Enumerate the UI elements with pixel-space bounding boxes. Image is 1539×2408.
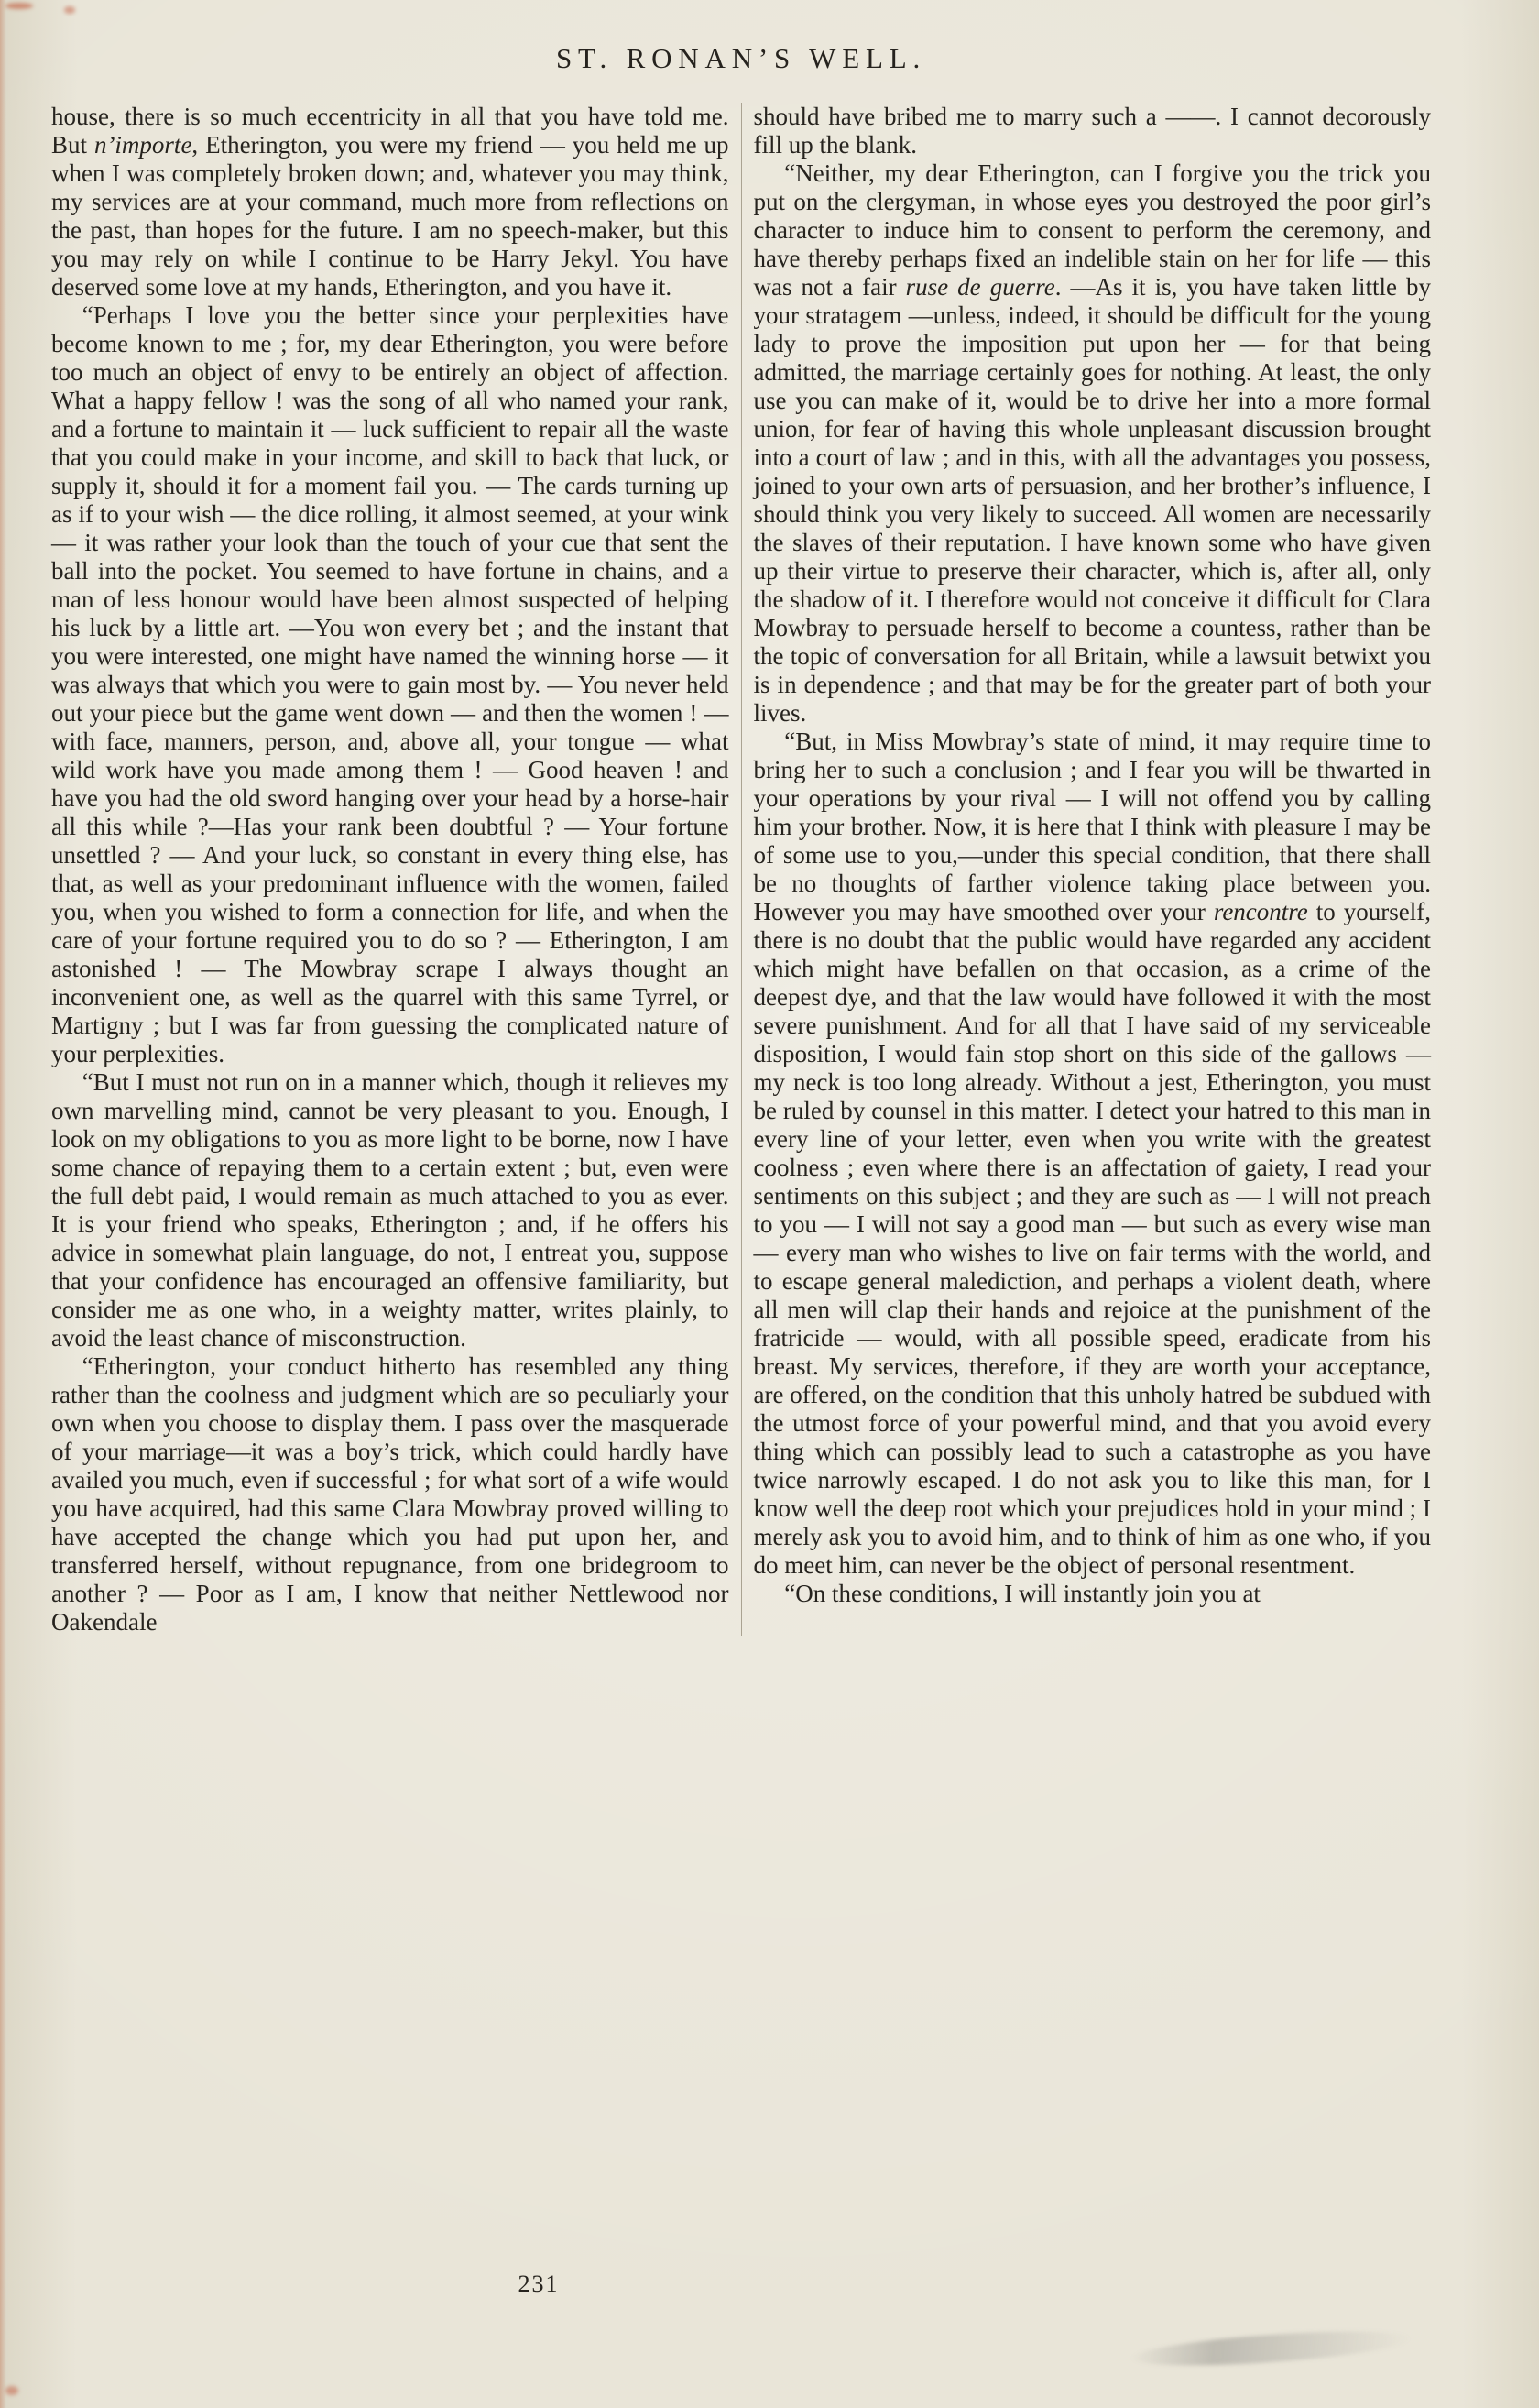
column-divider [741,103,742,1636]
paragraph: should have bribed me to marry such a ——. I cannot decorously fill up the blank. [753,103,1431,159]
page-number: 231 [518,2271,560,2297]
running-header: ST. RONAN’S WELL. [555,42,927,74]
scan-speck [5,2386,18,2395]
paragraph: “On these conditions, I will instantly join you at [784,1580,1261,1607]
paragraph: “Perhaps I love you the better since your perplexities have become known to me ; for, my dear Etherington, you were before too much an object of envy to be entirely an object of affection. What a happy fellow ! was the song of all who named your rank, and a fortune to maintain it — luck sufficient to repair all the waste that you could make in your income, and skill to back that luck, or supply it, should it for a moment fail you. — The cards turning up as if to your wish — the dice rolling, it almost seemed, at your wink — it was rather your look than the touch of your cue that sent the ball into the pocket. You seemed to have fortune in chains, and a man of less honour would have been almost suspected of helping his luck by a little art. —You won every bet ; and the instant that you were interested, one might have named the winning horse — it was always that which you were to gain most by. — You never held out your piece but the game went down — and then the women ! — with face, manners, person, and, above all, your tongue — what wild work have you made among them ! — Good heaven ! and have you had the old sword hanging over your head by a horse-hair all this while ?—Has your rank been doubtful ? — Your fortune unsettled ? — And your luck, so constant in every thing else, has that, as well as your predominant influence with the women, failed you, when you wished to form a connection for life, and when the care of your fortune required you to do so ? — Etherington, I am astonished ! — The Mowbray scrape I always thought an inconvenient one, as well as the quarrel with this same Tyrrel, or Martigny ; but I was far from guessing the complicated nature of your perplexities. [51,301,729,1067]
paragraph: “But, in Miss Mowbray’s state of mind, it may require time to bring her to such a conclusion ; and I fear you will be thwarted in your operations by your rival — I will not offend you by calling him your brother. Now, it is here that I think with pleasure I may be of some use to you,—under this special condition, that there shall be no thoughts of farther violence taking place between you. However you may have smoothed over your rencontre to yourself, there is no doubt that the public would have regarded any accident which might have befallen on that occasion, as a crime of the deepest dye, and that the law would have followed it with the most severe punishment. And for all that I have said of my serviceable disposition, I would fain stop short on this side of the gallows — my neck is too long already. Without a jest, Etherington, you must be ruled by counsel in this matter. I detect your hatred to this man in every line of your letter, even when you write with the greatest coolness ; even where there is an affectation of gaiety, I read your sentiments on this subject ; and they are such as — I will not preach to you — I will not say a good man — but such as every wise man— every man who wishes to live on fair terms with the world, and to escape general malediction, and perhaps a violent death, where all men will clap their hands and rejoice at the punishment of the fratricide — would, with all possible speed, eradicate from his breast. My services, therefore, if they are worth your acceptance, are offered, on the condition that this unholy hatred be subdued with the utmost force of your powerful mind, and that you avoid every thing which can possibly lead to such a catastrophe as you have twice narrowly escaped. I do not ask you to like this man, for I know well the deep root which your prejudices hold in your mind ; I merely ask you to avoid him, and to think of him as one who, if you do meet him, can never be the object of personal resentment. [753,728,1431,1579]
right-column [754,103,1432,1636]
scan-speck [5,3,33,9]
text-columns [51,103,1431,1636]
scan-speck [64,6,75,14]
paragraph: “Etherington, your conduct hitherto has resembled any thing rather than the coolness and judgment which are so peculiarly your own when you choose to display them. I pass over the masquerade of your marriage—it was a boy’s trick, which could hardly have availed you much, even if successful ; for what sort of a wife would you have acquired, had this same Clara Mowbray proved willing to have accepted the change which you had put upon her, and transferred herself, without repugnance, from one bridegroom to another ? — Poor as I am, I know that neither Nettlewood nor Oakendale [51,1352,729,1636]
left-column [51,103,729,1636]
paragraph: “But I must not run on in a manner which, though it relieves my own marvelling mind, cannot be very pleasant to you. Enough, I look on my obligations to you as more light to be borne, now I have some chance of repaying them to a certain extent ; but, even were the full debt paid, I would remain as much attached to you as ever. It is your friend who speaks, Etherington ; and, if he offers his advice in somewhat plain language, do not, I entreat you, suppose that your confidence has encouraged an offensive familiarity, but consider me as one who, in a weighty matter, writes plainly, to avoid the least chance of misconstruction. [51,1068,729,1352]
paragraph: “Neither, my dear Etherington, can I forgive you the trick you put on the clergyman, in whose eyes you destroyed the poor girl’s character to induce him to consent to perform the ceremony, and have thereby perhaps fixed an indelible stain on her for life — this was not a fair ruse de guerre. —As it is, you have taken little by your stratagem —unless, indeed, it should be difficult for the young lady to prove the imposition put upon her — for that being admitted, the marriage certainly goes for nothing. At least, the only use you can make of it, would be to drive her into a more formal union, for fear of having this whole unpleasant discussion brought into a court of law ; and in this, with all the advantages you possess, joined to your own arts of persuasion, and her brother’s influence, I should think you very likely to succeed. All women are necessarily the slaves of their reputation. I have known some who have given up their virtue to preserve their character, which is, after all, only the shadow of it. I therefore would not conceive it difficult for Clara Mowbray to persuade herself to become a countess, rather than be the topic of conversation for all Britain, while a lawsuit betwixt you is in dependence ; and that may be for the greater part of both your lives. [753,159,1431,727]
paragraph: house, there is so much eccentricity in all that you have told me. But n’importe, Etherington, you were my friend — you held me up when I was completely broken down; and, whatever you may think, my services are at your command, much more from reflections on the past, than hopes for the future. I am no speech-maker, but this you may rely on while I continue to be Harry Jekyl. You have deserved some love at my hands, Etherington, and you have it. [51,103,729,301]
